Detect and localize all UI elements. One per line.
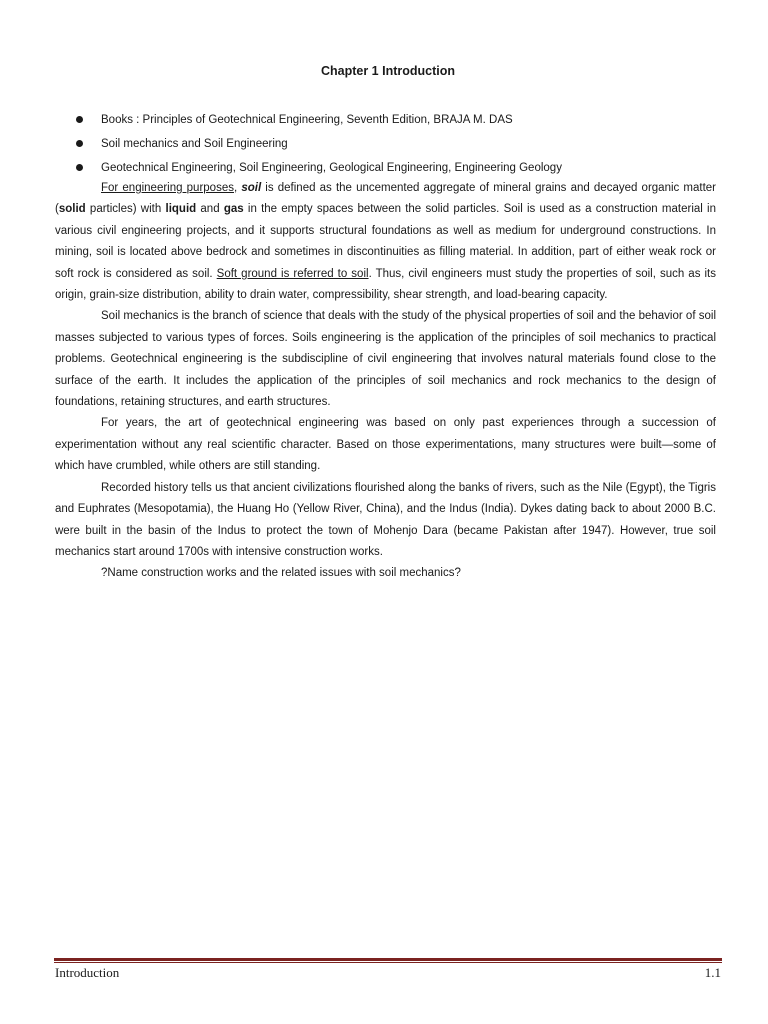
underlined-phrase: Soft ground is referred to soil (216, 267, 369, 280)
text-run: , (233, 182, 242, 194)
list-item-text: Books : Principles of Geotechnical Engineering, Seventh Edition, BRAJA M. DAS (101, 114, 513, 126)
list-item-text: Soil mechanics and Soil Engineering (101, 138, 288, 150)
body-text (55, 178, 716, 585)
chapter-title: Chapter 1 Introduction (320, 64, 456, 78)
paragraph-soil-definition (55, 178, 716, 306)
page-number: 1.1 (704, 965, 721, 980)
footer-divider (54, 958, 722, 961)
text-run: and (196, 203, 224, 216)
list-item-text: Geotechnical Engineering, Soil Engineering, Geological Engineering, Engineering Geology (101, 162, 562, 174)
emphasis-soil: soil (241, 182, 262, 194)
bullet-icon (76, 164, 83, 171)
paragraph-recorded-history: Recorded history tells us that ancient civilizations flourished along the banks of rivers, such as the Nile (Egypt), the Tigris and Euphrates (Mesopotamia), the Huang Ho (Yellow River, China), and the Indus (India). Dykes dating back to about 2000 B.C. were built in the basin of the Indus to protect the town of Mohenjo Dara (became Pakistan after 1947). However, true soil mechanics start around 1700s with intensive construction works. (55, 481, 716, 558)
list-item (0, 134, 768, 158)
text-run: in the empty spaces between the solid particles. Soil is used as a construction material in various civil engineering projects, and it supports structural foundations as well as medium for underground constructions. In mining, soil is located above bedrock and sometimes in discontinuities as filling material. In addition, part of either weak rock or soft rock is considered as soil. (55, 203, 717, 280)
bold-liquid: liquid (165, 203, 197, 216)
bullet-icon (76, 140, 83, 147)
paragraph-question: ?Name construction works and the related issues with soil mechanics? (101, 567, 461, 580)
bullet-icon (76, 116, 83, 123)
footer-section-title: Introduction (55, 965, 120, 980)
paragraph-history: For years, the art of geotechnical engineering was based on only past experiences through a succession of experimentation without any real scientific character. Based on those experimentations, many structures were built—some of which have crumbled, while others are still standing. (55, 417, 716, 473)
text-run: is defined as the uncemented aggregate of mineral grains and decayed organic matter ( (55, 182, 717, 216)
bold-solid: solid (58, 203, 86, 216)
paragraph-soil-mechanics: Soil mechanics is the branch of science that deals with the study of the physical properties of soil and the behavior of soil masses subjected to various types of forces. Soils engineering is the application of the principles of soil mechanics to practical problems. Geotechnical engineering is the subdiscipline of civil engineering that involves natural materials found close to the surface of the earth. It includes the application of the principles of soil mechanics and rock mechanics to the design of foundations, retaining structures, and earth structures. (55, 310, 716, 409)
text-run: particles) with (85, 203, 166, 216)
footer-divider-thin (54, 962, 722, 963)
bold-gas: gas (223, 203, 244, 216)
list-item (0, 110, 768, 134)
underlined-phrase: For engineering purposes (101, 182, 234, 194)
reference-list (0, 110, 768, 182)
text-run: . Thus, civil engineers must study the properties of soil, such as its origin, grain-size distribution, ability to drain water, compressibility, shear strength, and load-bearing capacity. (55, 267, 716, 302)
